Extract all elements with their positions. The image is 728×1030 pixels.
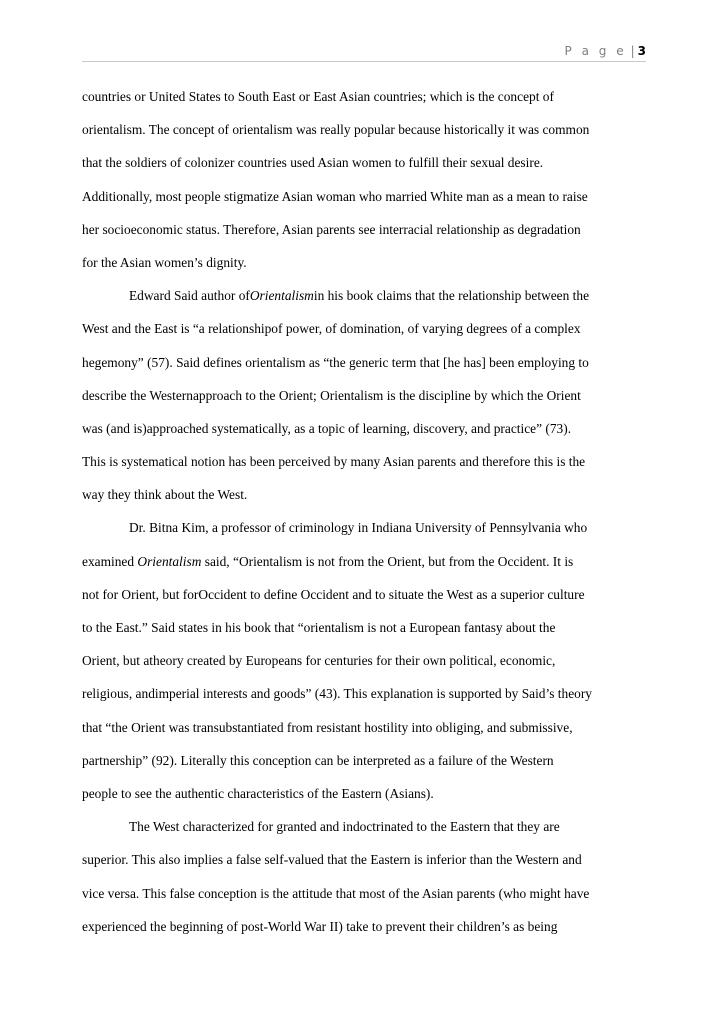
text-line: orientalism. The concept of orientalism was really popular because historically it was common (82, 122, 590, 138)
page-number: 3 (637, 44, 646, 58)
text-line: way they think about the West. (82, 487, 248, 503)
text-run: examined (82, 553, 138, 569)
text-line: vice versa. This false conception is the attitude that most of the Asian parents (who might have (82, 885, 590, 901)
text-line: religious, andimperial interests and goods” (43). This explanation is supported by Said’s theory (82, 686, 592, 702)
book-title: Orientalism (249, 288, 314, 304)
page-label: P a g e (564, 44, 627, 58)
text-line: superior. This also implies a false self-valued that the Eastern is inferior than the Western and (82, 852, 582, 868)
text-run: in his book claims that the relationship between the (313, 288, 590, 304)
text-run: said, “Orientalism is not from the Orient, but from the Occident. It is (201, 553, 574, 569)
text-line: describe the Westernapproach to the Orient; Orientalism is the discipline by which the Orient (82, 387, 581, 403)
text-line: experienced the beginning of post-World War II) take to prevent their children’s as being (82, 918, 558, 934)
text-line: hegemony” (57). Said defines orientalism as “the generic term that [he has] been employing to (82, 354, 589, 370)
text-line: partnership” (92). Literally this conception can be interpreted as a failure of the Western (82, 752, 554, 768)
text-line: people to see the authentic characteristics of the Eastern (Asians). (82, 785, 434, 801)
text-line: her socioeconomic status. Therefore, Asian parents see interracial relationship as degradation (82, 221, 581, 237)
page-header (565, 44, 646, 58)
text-line: to the East.” Said states in his book that “orientalism is not a European fantasy about the (82, 620, 556, 635)
text-line: Additionally, most people stigmatize Asian woman who married White man as a mean to raise (82, 188, 588, 204)
text-line: countries or United States to South East or East Asian countries; which is the concept of (82, 89, 554, 104)
text-line (82, 545, 652, 578)
text-run: Edward Said author of (129, 288, 250, 304)
paragraph-start-line: Dr. Bitna Kim, a professor of criminology in Indiana University of Pennsylvania who (129, 520, 588, 536)
text-line: was (and is)approached systematically, as a topic of learning, discovery, and practice” (73). (82, 420, 572, 436)
text-line: Orient, but atheory created by Europeans for centuries for their own political, economic, (82, 653, 556, 669)
paragraph-start-line: The West characterized for granted and indoctrinated to the Eastern that they are (129, 819, 560, 835)
paragraph-start-line (82, 279, 652, 312)
header-separator: | (630, 44, 635, 58)
text-line: that the soldiers of colonizer countries used Asian women to fulfill their sexual desire. (82, 155, 544, 171)
book-title: Orientalism (137, 553, 202, 569)
text-line: West and the East is “a relationshipof power, of domination, of varying degrees of a complex (82, 321, 581, 337)
text-line: This is systematical notion has been perceived by many Asian parents and therefore this is the (82, 454, 586, 470)
body-text (82, 80, 652, 943)
header-rule (82, 61, 646, 62)
text-line: for the Asian women’s dignity. (82, 254, 247, 270)
text-line: that “the Orient was transubstantiated from resistant hostility into obliging, and submissive, (82, 719, 573, 735)
text-line: not for Orient, but forOccident to define Occident and to situate the West as a superior culture (82, 586, 585, 602)
